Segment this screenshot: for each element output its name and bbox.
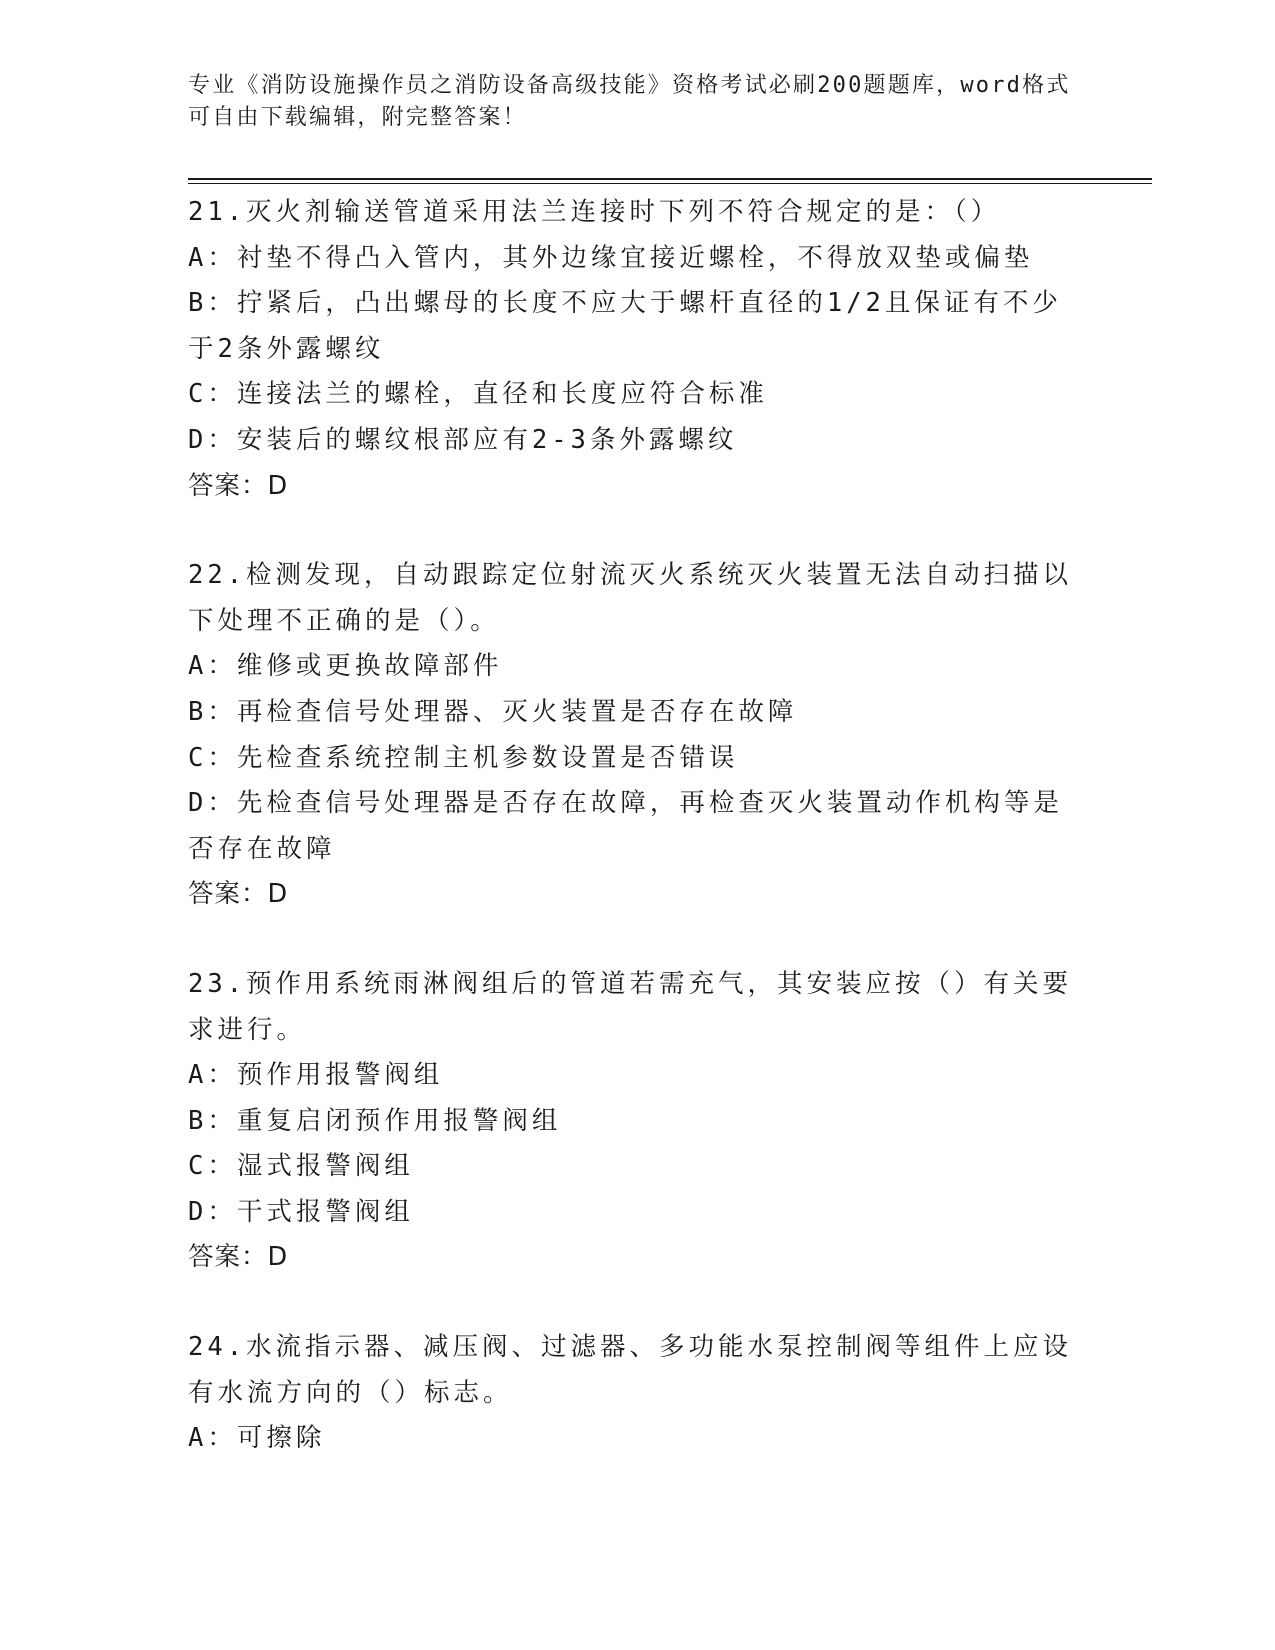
- option-d: D：先检查信号处理器是否存在故障，再检查灭火装置动作机构等是否存在故障: [188, 788, 1063, 864]
- answer-line: 答案：D: [188, 879, 289, 910]
- option-d: D：安装后的螺纹根部应有2-3条外露螺纹: [188, 424, 738, 455]
- option-d: D：干式报警阀组: [188, 1196, 414, 1227]
- option-a: A：维修或更换故障部件: [188, 651, 503, 682]
- question-23: [188, 962, 1073, 1281]
- document-header: 专业《消防设施操作员之消防设备高级技能》资格考试必刷200题题库，word格式可自由下载编辑，附完整答案！: [188, 73, 1071, 130]
- question-stem: 23.预作用系统雨淋阀组后的管道若需充气，其安装应按（）有关要求进行。: [188, 968, 1073, 1045]
- question-stem: 22.检测发现，自动跟踪定位射流灭火系统灭火装置无法自动扫描以下处理不正确的是（）。: [188, 560, 1073, 636]
- answer-line: 答案：D: [188, 470, 289, 501]
- header-divider-thin: [188, 183, 1152, 184]
- header-divider-thick: [188, 178, 1152, 180]
- question-21: [188, 190, 1073, 509]
- option-b: B：再检查信号处理器、灭火装置是否存在故障: [188, 696, 798, 727]
- option-b: B：重复启闭预作用报警阀组: [188, 1105, 562, 1136]
- question-stem: 21.灭火剂输送管道采用法兰连接时下列不符合规定的是：（）: [188, 197, 1001, 227]
- answer-line: 答案：D: [188, 1242, 289, 1273]
- option-c: C：湿式报警阀组: [188, 1151, 414, 1182]
- option-b: B：拧紧后，凸出螺母的长度不应大于螺杆直径的1/2且保证有不少于2条外露螺纹: [188, 288, 1062, 364]
- question-list: [188, 190, 1073, 1506]
- option-c: C：连接法兰的螺栓，直径和长度应符合标准: [188, 379, 768, 410]
- option-c: C：先检查系统控制主机参数设置是否错误: [188, 742, 739, 773]
- option-a: A：衬垫不得凸入管内，其外边缘宜接近螺栓，不得放双垫或偏垫: [188, 242, 1034, 273]
- option-a: A：预作用报警阀组: [188, 1060, 444, 1091]
- question-stem: 24.水流指示器、减压阀、过滤器、多功能水泵控制阀等组件上应设有水流方向的（）标志。: [188, 1332, 1073, 1408]
- option-a: A：可擦除: [188, 1423, 326, 1454]
- question-24: [188, 1325, 1073, 1462]
- question-22: [188, 553, 1073, 918]
